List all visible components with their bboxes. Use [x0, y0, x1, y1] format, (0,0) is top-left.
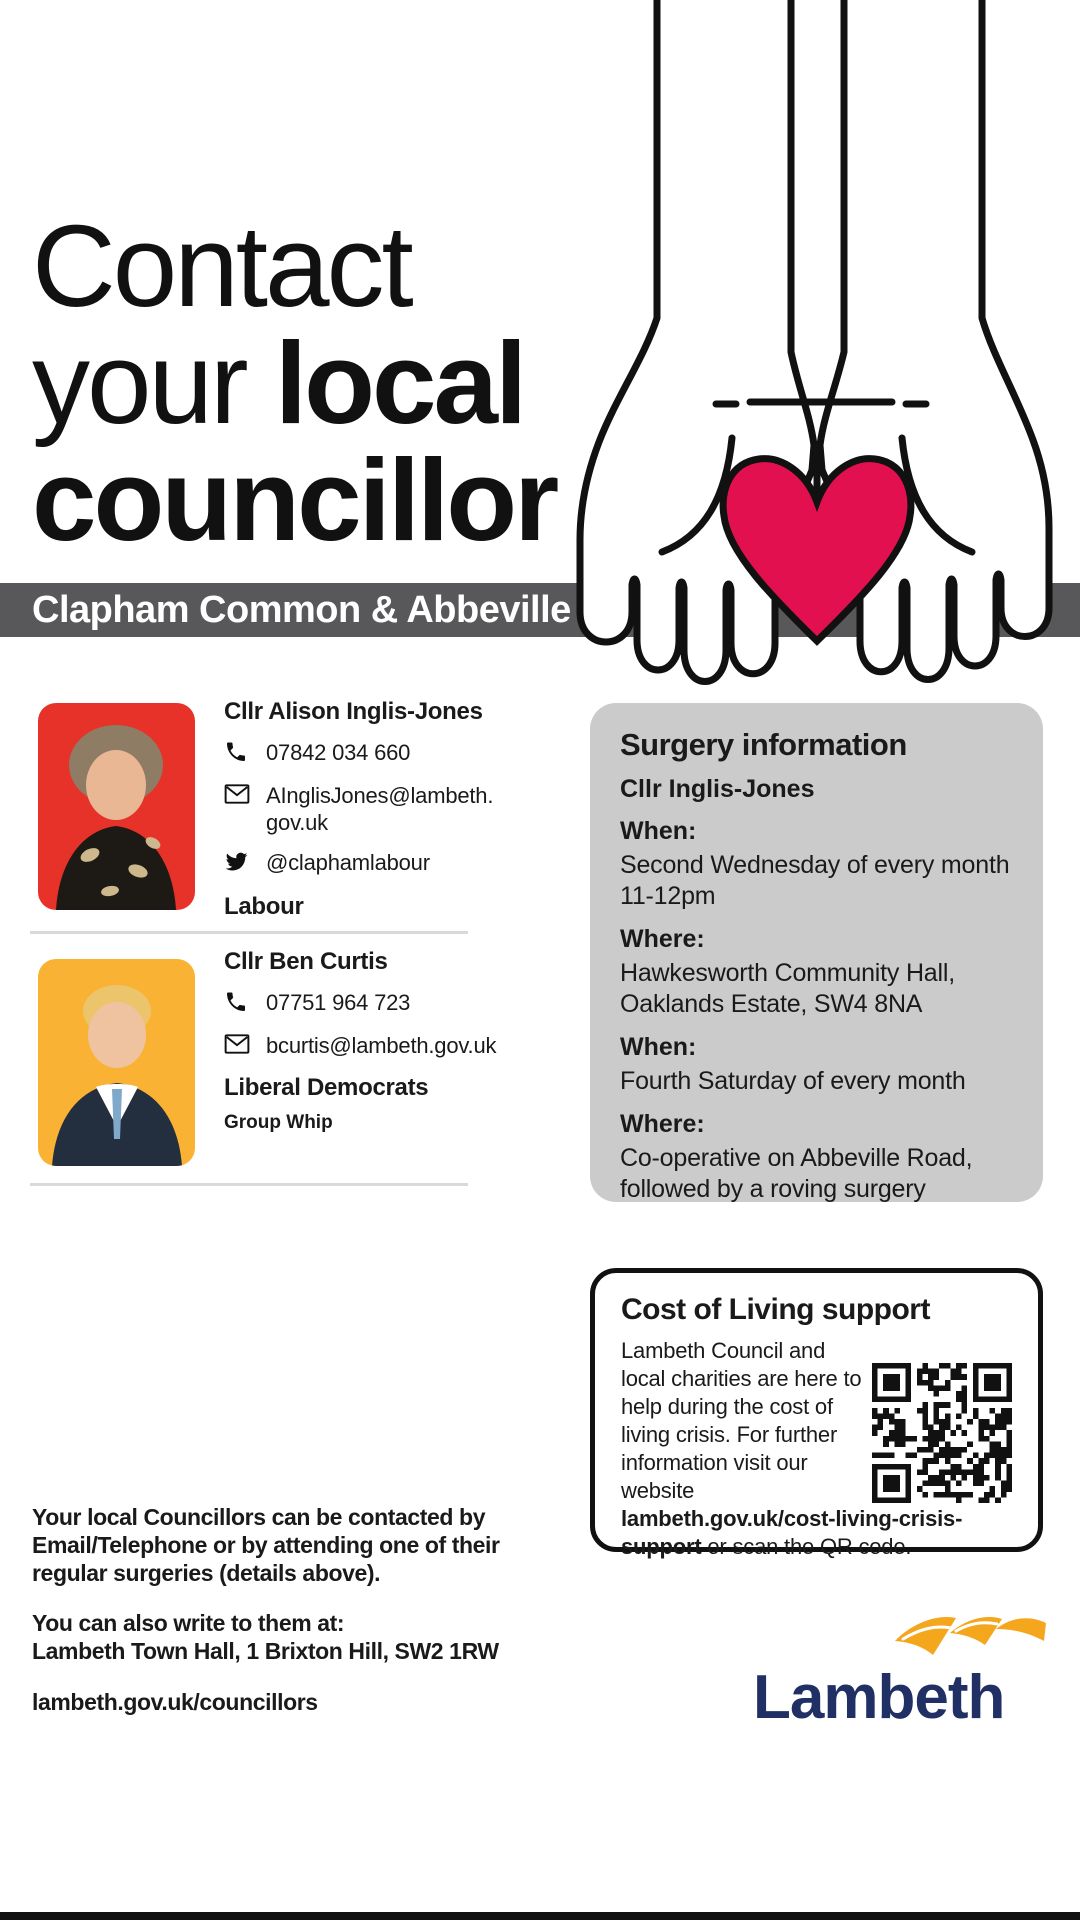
ward-banner-label: Clapham Common & Abbeville: [32, 588, 571, 631]
when-label: When:: [620, 1033, 697, 1061]
divider: [30, 931, 468, 934]
cost-of-living-panel: [590, 1268, 1043, 1559]
where-label: Where:: [620, 925, 705, 953]
email-address[interactable]: AInglisJones@lambeth. gov.uk: [266, 783, 494, 835]
envelope-icon: [224, 783, 254, 810]
phone-number[interactable]: 07842 034 660: [266, 740, 411, 765]
envelope-icon: [224, 1033, 254, 1060]
lambeth-logo-swoosh: [893, 1610, 1049, 1664]
title-line-1: Contact: [32, 201, 411, 331]
email-row: [224, 1032, 594, 1060]
when-value: Fourth Saturday of every month: [620, 1067, 966, 1095]
party-label: Liberal Democrats: [224, 1074, 429, 1101]
wrist-dash-line: [716, 402, 926, 404]
phone-icon: [224, 990, 254, 1019]
qr-code[interactable]: [872, 1363, 1012, 1503]
footer-note: [32, 1503, 537, 1716]
councillor-photo-inglis-jones: [38, 703, 195, 910]
surgery-councillor-name: Cllr Inglis-Jones: [620, 775, 815, 803]
bottom-edge-bar: [0, 1912, 1080, 1920]
councillors-website-url[interactable]: lambeth.gov.uk/councillors: [32, 1689, 318, 1715]
twitter-row: [224, 849, 594, 879]
when-label: When:: [620, 817, 697, 845]
surgery-heading: Surgery information: [620, 727, 907, 762]
councillor-name: Cllr Ben Curtis: [224, 948, 388, 975]
town-hall-address: Lambeth Town Hall, 1 Brixton Hill, SW2 1RW: [32, 1638, 499, 1664]
divider: [30, 1183, 468, 1186]
where-label: Where:: [620, 1110, 705, 1138]
surgery-entry: [620, 1033, 1013, 1205]
where-value: Hawkesworth Community Hall, Oaklands Estate, SW4 8NA: [620, 959, 955, 1018]
contact-method-paragraph: Your local Councillors can be contacted by Email/Telephone or by attending one of their regular surgeries (details above).: [32, 1504, 500, 1586]
phone-row: [224, 989, 594, 1019]
twitter-handle[interactable]: @claphamlabour: [266, 850, 430, 875]
councillor-card-inglis-jones: [224, 698, 594, 921]
email-address[interactable]: bcurtis@lambeth.gov.uk: [266, 1033, 497, 1058]
surgery-entry: [620, 817, 1013, 1020]
avatar: [38, 959, 195, 1166]
where-value: Co-operative on Abbeville Road, followed by a roving surgery: [620, 1144, 973, 1203]
title-line-3: councillor: [32, 435, 557, 565]
when-value: Second Wednesday of every month 11-12pm: [620, 851, 1010, 910]
email-row: [224, 782, 594, 836]
page-title: [32, 201, 557, 565]
avatar: [38, 703, 195, 910]
surgery-information-panel: [590, 703, 1043, 1202]
phone-number[interactable]: 07751 964 723: [266, 990, 411, 1015]
party-label: Labour: [224, 893, 304, 920]
hands-holding-heart-illustration: [480, 0, 1060, 700]
cost-of-living-text: Lambeth Council and local charities are here to help during the cost of living crisis. For further information visit our website lambeth.gov.uk/cost-living-crisis-support or scan the QR code.: [621, 1337, 1012, 1561]
phone-row: [224, 739, 594, 769]
phone-icon: [224, 740, 254, 769]
cost-of-living-heading: Cost of Living support: [621, 1293, 930, 1326]
cost-support-url[interactable]: lambeth.gov.uk/cost-living-crisis-support: [621, 1506, 963, 1559]
councillor-card-curtis: [224, 948, 594, 1134]
councillor-photo-curtis: [38, 959, 195, 1166]
lambeth-logo-wordmark: Lambeth: [753, 1663, 1005, 1732]
role-label: Group Whip: [224, 1112, 333, 1133]
councillor-name: Cllr Alison Inglis-Jones: [224, 698, 483, 725]
twitter-bird-icon: [224, 850, 254, 879]
write-to-line: You can also write to them at:: [32, 1610, 345, 1636]
title-line-2: your local: [32, 318, 525, 448]
